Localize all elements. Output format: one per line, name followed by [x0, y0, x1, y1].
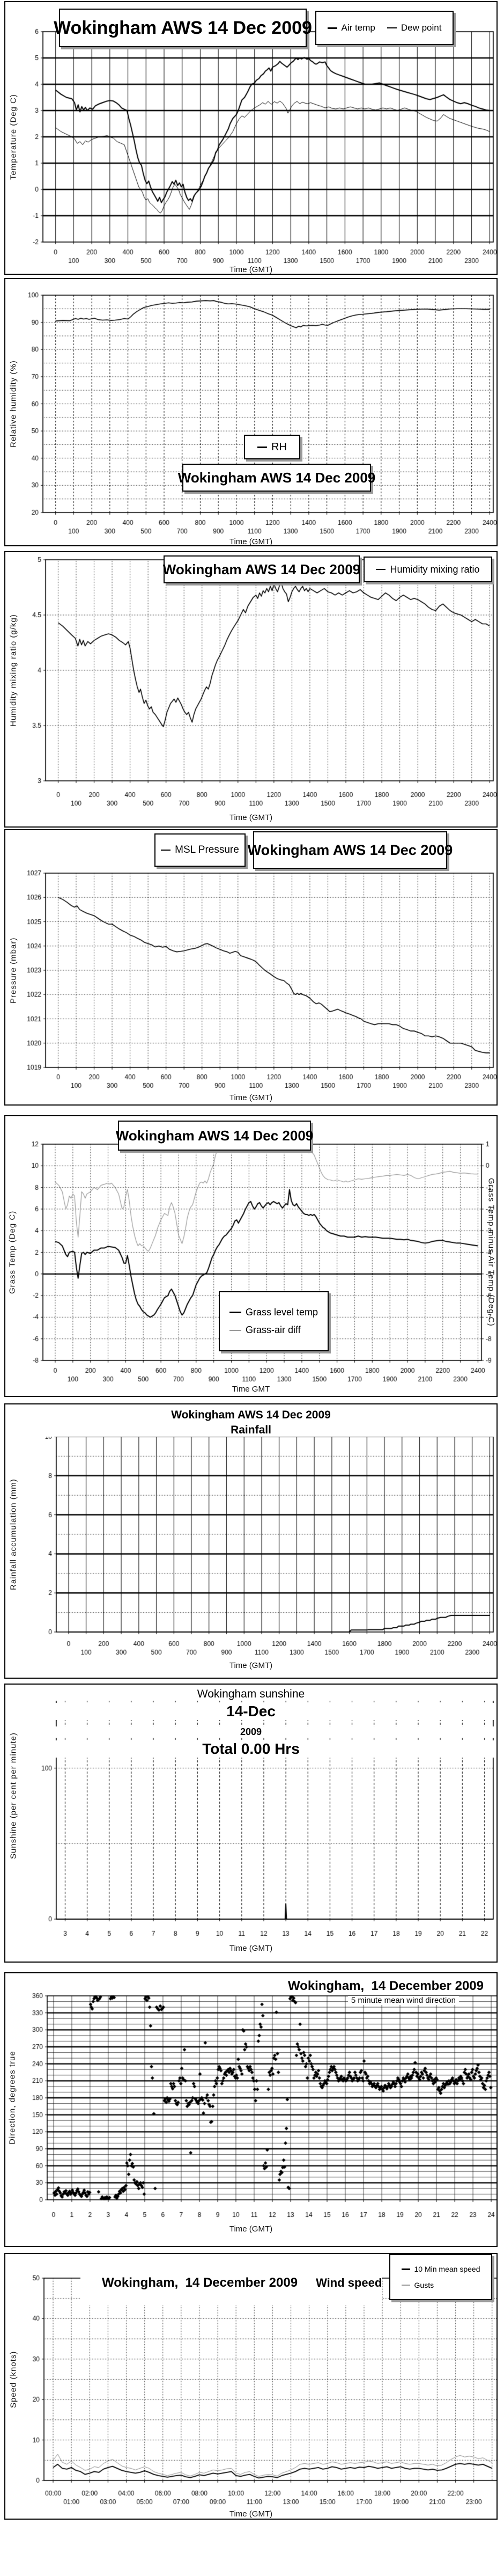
legend-label: MSL Pressure	[175, 844, 239, 855]
gusts-line-swatch	[402, 2285, 410, 2286]
legend-item	[376, 564, 479, 575]
temperature-chart-panel	[4, 1, 498, 275]
legend-item	[402, 2281, 434, 2289]
chart-title: Wokingham AWS 14 Dec 2009	[247, 841, 453, 858]
chart-title-box	[54, 9, 312, 47]
chart-subtitle: 5 minute mean wind direction	[348, 1996, 459, 2005]
legend	[315, 11, 454, 45]
wind-direction-chart-panel	[4, 1972, 498, 2247]
mixing-ratio-chart-canvas	[5, 552, 496, 826]
mixing-ratio-line-swatch	[376, 569, 386, 570]
sunshine-chart-panel	[4, 1684, 498, 1963]
legend-item	[402, 2265, 480, 2273]
legend-label: Gusts	[414, 2281, 434, 2289]
chart-title: Wokingham AWS 14 Dec 2009	[162, 561, 361, 577]
x-axis-label: Time (GMT)	[229, 2509, 273, 2519]
chart-title: Wokingham sunshine	[5, 1688, 496, 1701]
legend-label: Humidity mixing ratio	[390, 564, 480, 575]
y-axis-label: Speed (knots)	[9, 2351, 18, 2408]
legend-label: Grass-air diff	[245, 1324, 301, 1335]
chart-date: 14-Dec	[5, 1703, 496, 1720]
x-axis-label: Time GMT	[232, 1385, 270, 1394]
y-axis-label: Direction, degrees true	[8, 2051, 17, 2145]
chart-subtitle: Rainfall	[5, 1424, 496, 1437]
legend-item	[387, 23, 442, 33]
pressure-chart-canvas	[5, 830, 496, 1104]
chart-title-box	[164, 555, 360, 583]
secondary-y-axis-label: Grass Temp minus Air Temp (Deg C)	[486, 1178, 496, 1327]
legend-item	[257, 441, 287, 453]
y-axis-label: Rainfall accumulation (mm)	[9, 1479, 18, 1590]
legend	[154, 833, 246, 867]
legend-label: RH	[271, 441, 287, 453]
x-axis-label: Time (GMT)	[229, 2224, 273, 2234]
legend-label: 10 Min mean speed	[414, 2265, 480, 2273]
legend	[219, 1291, 329, 1351]
wind-speed-chart-panel	[4, 2253, 498, 2520]
legend-item	[328, 23, 375, 33]
rh-line-swatch	[257, 447, 267, 448]
rainfall-chart-canvas	[5, 1404, 496, 1678]
chart-title-box	[247, 831, 453, 869]
humidity-chart-canvas	[5, 279, 496, 545]
legend-item	[229, 1324, 301, 1336]
x-axis-label: Time (GMT)	[229, 1661, 273, 1670]
mean-speed-line-swatch	[402, 2268, 410, 2270]
legend-label: Grass level temp	[245, 1307, 318, 1318]
legend-item	[161, 844, 239, 856]
legend-item	[229, 1307, 318, 1318]
mixing-ratio-chart-panel	[4, 551, 498, 828]
pressure-chart-panel	[4, 829, 498, 1106]
y-axis-label: Sunshine (per cent per minute)	[9, 1732, 18, 1860]
x-axis-label: Time (GMT)	[229, 1093, 273, 1102]
wind-direction-chart-canvas	[5, 1973, 496, 2246]
legend	[389, 2254, 492, 2300]
grass-air-diff-line-swatch	[229, 1330, 241, 1331]
chart-title-2: Wind speed	[316, 2276, 382, 2289]
air-temp-line-swatch	[328, 27, 337, 29]
dew-point-line-swatch	[387, 27, 397, 28]
chart-title: Wokingham AWS 14 Dec 2009	[54, 17, 312, 38]
chart-total: Total 0.00 Hrs	[5, 1740, 496, 1758]
legend	[244, 435, 300, 459]
chart-year: 2009	[5, 1726, 496, 1738]
pressure-line-swatch	[161, 850, 171, 851]
chart-title: Wokingham AWS 14 Dec 2009	[177, 469, 376, 486]
rainfall-chart-panel	[4, 1403, 498, 1679]
y-axis-label: Temperature (Deg C)	[9, 94, 18, 180]
x-axis-label: Time (GMT)	[229, 265, 273, 274]
grass-temp-chart-panel	[4, 1115, 498, 1397]
legend-label: Air temp	[341, 23, 375, 33]
grass-temp-line-swatch	[229, 1312, 241, 1313]
grass-temp-chart-canvas	[5, 1116, 496, 1396]
y-axis-label: Relative humidity (%)	[9, 360, 18, 448]
legend-label: Dew point	[401, 23, 442, 33]
chart-title: Wokingham AWS 14 Dec 2009	[115, 1127, 314, 1144]
chart-title: Wokingham, 14 December 2009 Wind speed	[80, 2260, 382, 2306]
x-axis-label: Time (GMT)	[229, 813, 273, 822]
legend	[364, 557, 492, 582]
y-axis-label: Humidity mixing ratio (g/kg)	[9, 614, 18, 727]
chart-title-box	[177, 464, 376, 492]
humidity-chart-panel	[4, 278, 498, 546]
chart-title-box	[115, 1121, 314, 1151]
chart-title: Wokingham AWS 14 Dec 2009	[5, 1409, 496, 1422]
chart-title: Wokingham, 14 December 2009	[285, 1979, 487, 1994]
y-axis-label: Grass Temp (Deg C)	[8, 1210, 17, 1294]
x-axis-label: Time (GMT)	[229, 1944, 273, 1953]
y-axis-label: Pressure (mbar)	[9, 937, 18, 1004]
x-axis-label: Time (GMT)	[229, 537, 273, 546]
